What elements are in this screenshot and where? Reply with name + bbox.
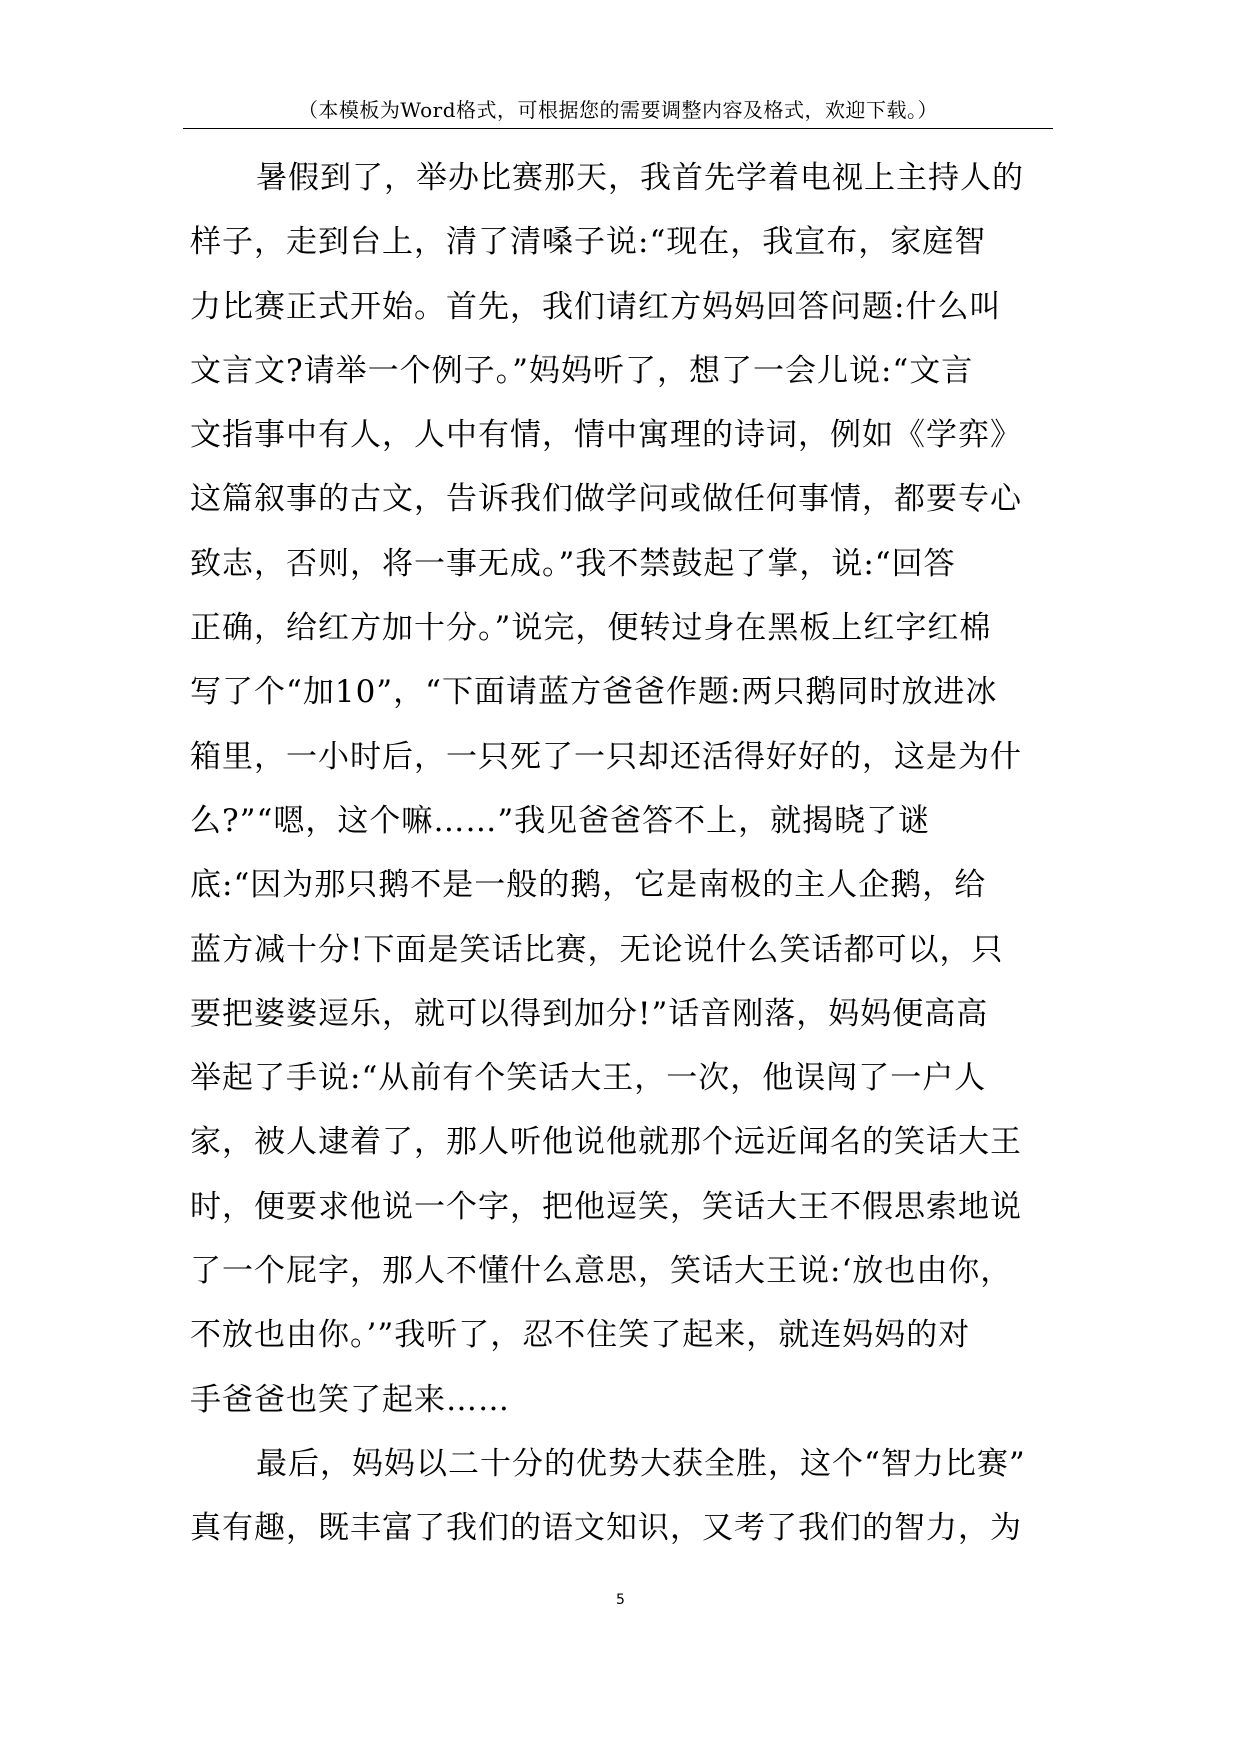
paragraph-line: 底:“因为那只鹅不是一般的鹅，它是南极的主人企鹅，给 [190,867,987,904]
paragraph-line: 家，被人逮着了，那人听他说他就那个远近闻名的笑话大王 [190,1124,1022,1161]
paragraph-line: 时，便要求他说一个字，把他逗笑，笑话大王不假思索地说 [190,1188,1022,1225]
paragraph-line: 暑假到了，举办比赛那天，我首先学着电视上主持人的 [256,160,1024,196]
paragraph-line: 最后，妈妈以二十分的优势大获全胜，这个“智力比赛” [256,1445,1026,1482]
paragraph-line: 不放也由你。’”我听了，忍不住笑了起来，就连妈妈的对 [190,1317,971,1354]
paragraph-line: 了一个屁字，那人不懂什么意思，笑话大王说:‘放也由你， [190,1253,1013,1290]
body-text [190,146,1070,1561]
paragraph-line: 手爸爸也笑了起来…… [190,1381,510,1418]
paragraph-line: 么?”“嗯，这个嘛……”我见爸爸答不上，就揭晓了谜 [190,802,931,839]
paragraph-line: 文言文?请举一个例子。”妈妈听了，想了一会儿说:“文言 [190,352,974,389]
page-header-note: （本模板为Word格式，可根据您的需要调整内容及格式，欢迎下载。） [297,98,939,122]
paragraph-line: 样子，走到台上，清了清嗓子说:“现在，我宣布，家庭智 [190,224,987,261]
paragraph-line: 力比赛正式开始。首先，我们请红方妈妈回答问题:什么叫 [190,288,1002,325]
paragraph-line: 这篇叙事的古文，告诉我们做学问或做任何事情，都要专心 [190,481,1022,518]
header-divider [183,128,1053,129]
paragraph-line: 文指事中有人，人中有情，情中寓理的诗词，例如《学弈》 [190,417,1022,454]
paragraph-line: 箱里，一小时后，一只死了一只却还活得好好的，这是为什 [190,738,1022,775]
paragraph-line: 正确，给红方加十分。”说完，便转过身在黑板上红字红棉 [190,610,992,647]
paragraph-line: 要把婆婆逗乐，就可以得到加分!”话音刚落，妈妈便高高 [190,995,989,1032]
paragraph-line: 致志，否则，将一事无成。”我不禁鼓起了掌，说:“回答 [190,545,956,582]
paragraph-line: 写了个“加10”，“下面请蓝方爸爸作题:两只鹅同时放进冰 [190,674,998,711]
paragraph-line: 举起了手说:“从前有个笑话大王，一次，他误闯了一户人 [190,1060,987,1097]
paragraph-line: 真有趣，既丰富了我们的语文知识，又考了我们的智力，为 [190,1510,1022,1547]
paragraph-line: 蓝方减十分!下面是笑话比赛，无论说什么笑话都可以，只 [190,931,1004,968]
page-number: 5 [616,1592,625,1608]
